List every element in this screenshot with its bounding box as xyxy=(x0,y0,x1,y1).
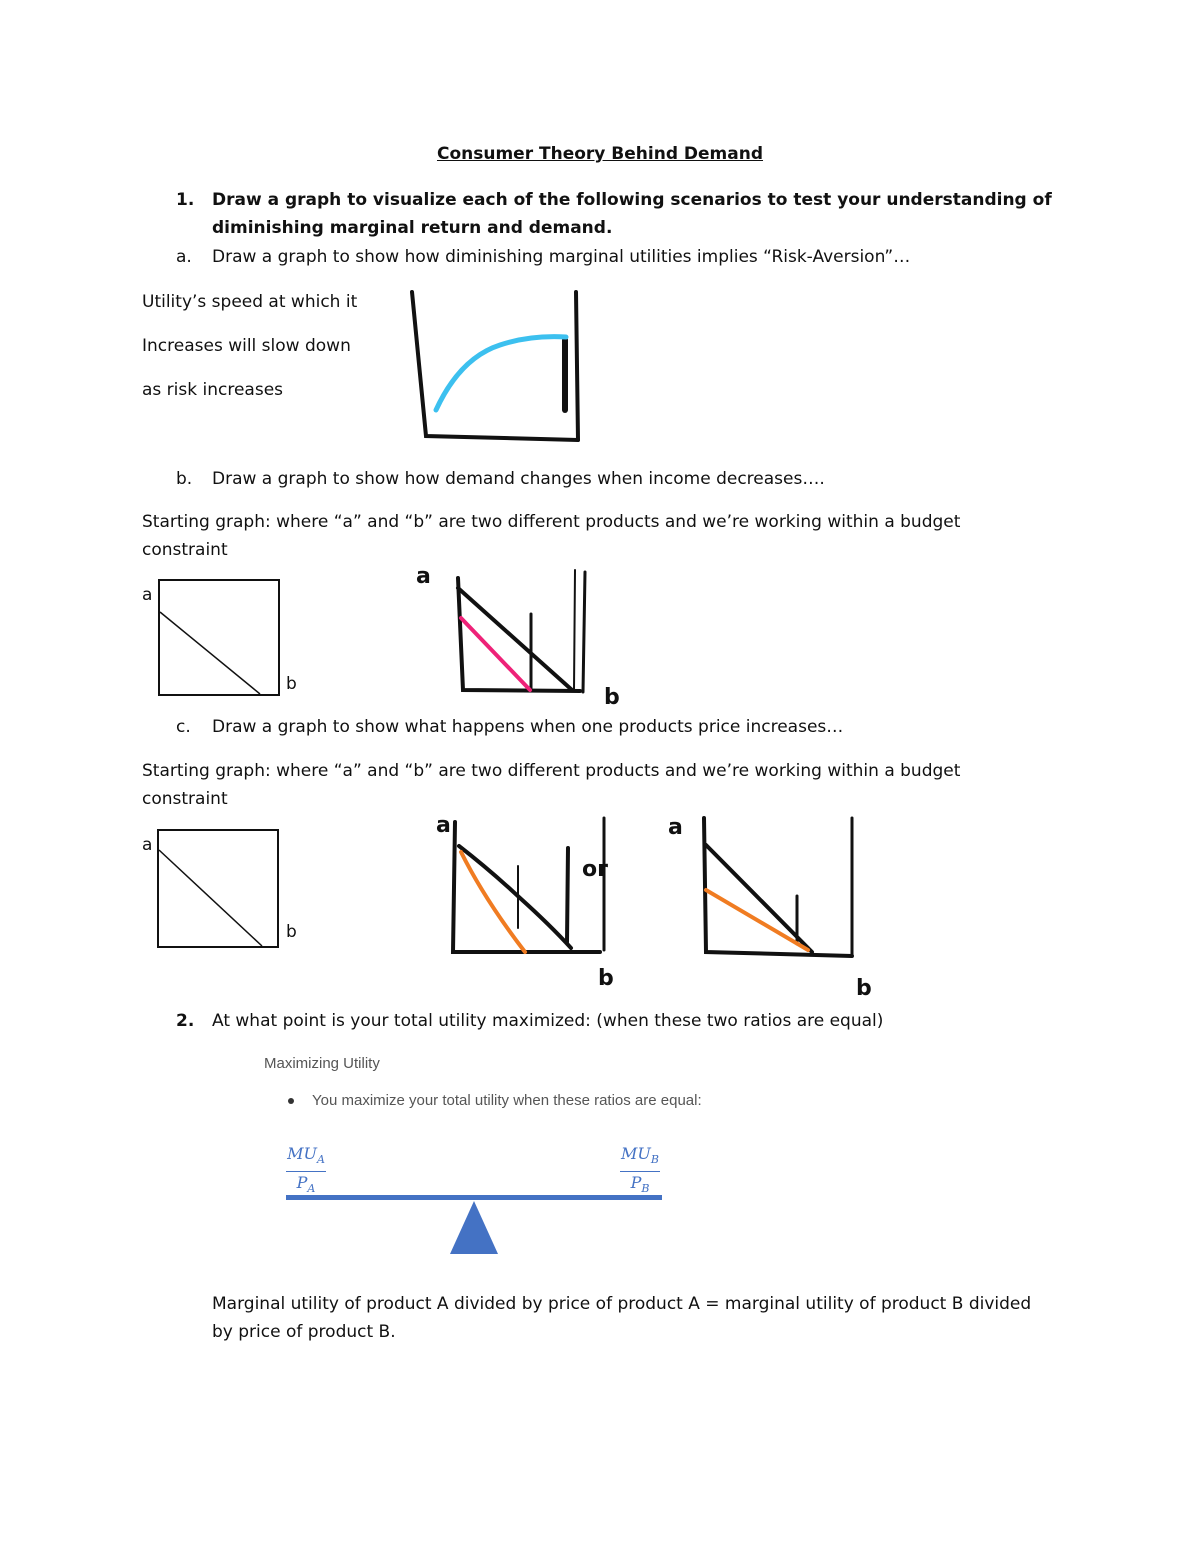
question-1-text-line1: Draw a graph to visualize each of the following scenarios to test your understanding of xyxy=(212,190,1052,210)
part-a-text: Draw a graph to show how diminishing marginal utilities implies “Risk-Aversion”… xyxy=(212,247,911,267)
part-b-axis-a: a xyxy=(142,585,153,605)
part-c-or-label: or xyxy=(582,857,608,882)
page-title: Consumer Theory Behind Demand xyxy=(436,144,764,164)
part-b-starting-line1: Starting graph: where “a” and “b” are two different products and we’re working within a budget xyxy=(142,512,961,532)
part-c-sketch1-label-a: a xyxy=(436,813,451,838)
part-b-starting-line2: constraint xyxy=(142,540,228,560)
left-denominator-sub: A xyxy=(307,1182,316,1196)
right-numerator-sub: B xyxy=(650,1153,659,1167)
question-2-answer-line1: Marginal utility of product A divided by price of product A = marginal utility of product B divided xyxy=(212,1294,1032,1314)
right-denominator: P xyxy=(630,1173,642,1193)
part-c-letter: c. xyxy=(176,717,191,737)
left-denominator: P xyxy=(296,1173,308,1193)
right-numerator: MU xyxy=(621,1144,651,1163)
part-a-answer-line3: as risk increases xyxy=(142,380,284,400)
part-c-sketch2-label-a: a xyxy=(668,815,683,840)
part-c-starting-line2: constraint xyxy=(142,789,228,809)
part-b-sketch-label-a: a xyxy=(416,564,431,589)
slide-bullet-text: You maximize your total utility when these ratios are equal: xyxy=(312,1092,702,1109)
seesaw-fulcrum xyxy=(450,1201,498,1254)
part-c-axis-b: b xyxy=(286,922,297,942)
part-c-sketch1-label-b: b xyxy=(598,966,614,991)
part-b-letter: b. xyxy=(176,469,193,489)
part-c-starting-line1: Starting graph: where “a” and “b” are two different products and we’re working within a budget xyxy=(142,761,961,781)
part-c-axis-a: a xyxy=(142,835,153,855)
left-numerator-sub: A xyxy=(316,1153,325,1167)
question-2-answer-line2: by price of product B. xyxy=(212,1322,396,1342)
question-2-number: 2. xyxy=(176,1011,195,1031)
part-b-axis-b: b xyxy=(286,674,297,694)
part-a-letter: a. xyxy=(176,247,192,267)
slide-title: Maximizing Utility xyxy=(264,1055,380,1072)
part-b-sketch-label-b: b xyxy=(604,685,620,710)
part-c-sketch2-label-b: b xyxy=(856,976,872,1001)
seesaw-beam xyxy=(286,1195,662,1200)
question-1-number: 1. xyxy=(176,190,195,210)
part-a-answer-line2: Increases will slow down xyxy=(142,336,351,356)
question-2-text: At what point is your total utility maximized: (when these two ratios are equal) xyxy=(212,1011,884,1031)
question-1-text-line2: diminishing marginal return and demand. xyxy=(212,218,613,238)
part-b-text: Draw a graph to show how demand changes when income decreases…. xyxy=(212,469,825,489)
right-denominator-sub: B xyxy=(641,1182,650,1196)
part-a-answer-line1: Utility’s speed at which it xyxy=(142,292,358,312)
left-numerator: MU xyxy=(287,1144,317,1163)
part-c-text: Draw a graph to show what happens when one products price increases… xyxy=(212,717,844,737)
